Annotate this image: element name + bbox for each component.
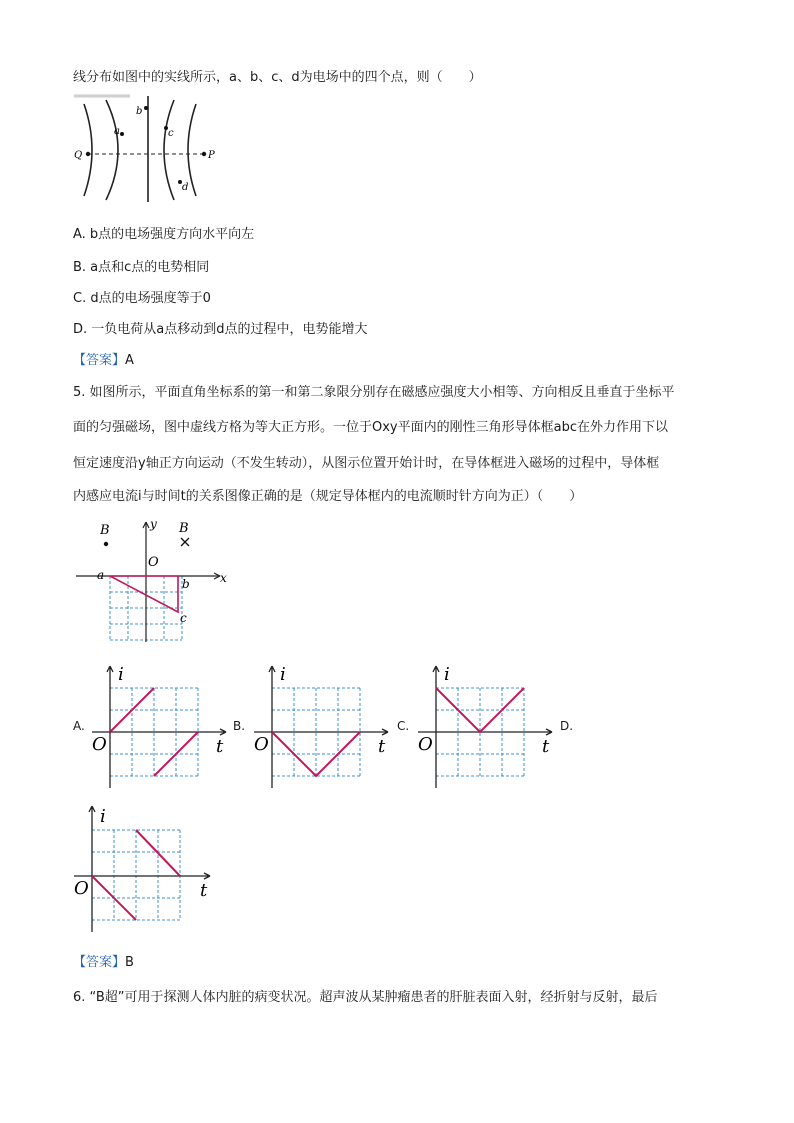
label-a: a <box>97 568 105 582</box>
axis-t: t <box>216 736 224 757</box>
axis-O: O <box>92 734 107 755</box>
axis-t: t <box>200 880 208 901</box>
graph-option-c <box>414 660 564 795</box>
option-label-c: C. <box>397 719 410 733</box>
label-a: a <box>114 126 120 137</box>
q4-answer <box>73 349 134 368</box>
q4-option-d: D. 一负电荷从a点移动到d点的过程中，电势能增大 <box>73 322 368 337</box>
q5-line-3: 恒定速度沿y轴正方向运动（不发生转动），从图示位置开始计时，在导体框进入磁场的过程中，导体框 <box>73 456 660 471</box>
answer-value: A <box>125 353 134 368</box>
label-B-left: B <box>100 523 110 538</box>
graph-option-a <box>88 660 238 795</box>
electric-field-figure <box>70 94 220 204</box>
label-b: b <box>182 577 190 591</box>
axis-i: i <box>118 664 124 685</box>
label-O: O <box>148 555 159 570</box>
option-label-b: B. <box>233 719 246 733</box>
label-b: b <box>136 106 143 117</box>
axis-i: i <box>444 664 450 685</box>
answer-tag: 【答案】 <box>73 955 126 970</box>
label-c: c <box>180 611 187 625</box>
label-Q: Q <box>74 150 83 161</box>
axis-i: i <box>280 664 286 685</box>
option-label-a: A. <box>73 719 85 733</box>
option-label-d: D. <box>560 719 574 733</box>
axis-O: O <box>74 878 89 899</box>
label-x: x <box>220 571 227 585</box>
q5-answer <box>73 951 134 970</box>
q5-line-2: 面的匀强磁场，图中虚线方格为等大正方形。一位于Oxy平面内的刚性三角形导体框abc在外力作用下以 <box>73 420 668 435</box>
q6-stem: 6. “B超”可用于探测人体内脏的病变状况。超声波从某肿瘤患者的肝脏表面入射，经折射与反射，最后 <box>73 990 658 1005</box>
axis-O: O <box>254 734 269 755</box>
axis-t: t <box>378 736 386 757</box>
q4-option-a: A. b点的电场强度方向水平向左 <box>73 227 255 242</box>
q5-line-1: 5. 如图所示，平面直角坐标系的第一和第二象限分别存在磁感应强度大小相等、方向相反且垂直于坐标平 <box>73 385 675 400</box>
axis-t: t <box>542 736 550 757</box>
q4-option-b: B. a点和c点的电势相同 <box>73 260 210 275</box>
label-d: d <box>182 182 189 193</box>
axis-i: i <box>100 806 106 827</box>
q4-stem: 线分布如图中的实线所示，a、b、c、d为电场中的四个点，则（ ） <box>73 70 482 85</box>
q5-line-4: 内感应电流i与时间t的关系图像正确的是（规定导体框内的电流顺时针方向为正）（ ） <box>73 489 583 504</box>
graph-option-d <box>70 800 220 938</box>
label-P: P <box>208 150 215 161</box>
label-B-right: B <box>179 521 189 536</box>
answer-value: B <box>125 955 134 970</box>
graph-option-b <box>250 660 400 795</box>
label-c: c <box>168 128 174 139</box>
answer-tag: 【答案】 <box>73 353 126 368</box>
q4-option-c: C. d点的电场强度等于0 <box>73 291 211 306</box>
label-y: y <box>150 517 157 531</box>
triangle-field-figure <box>70 514 240 646</box>
axis-O: O <box>418 734 433 755</box>
